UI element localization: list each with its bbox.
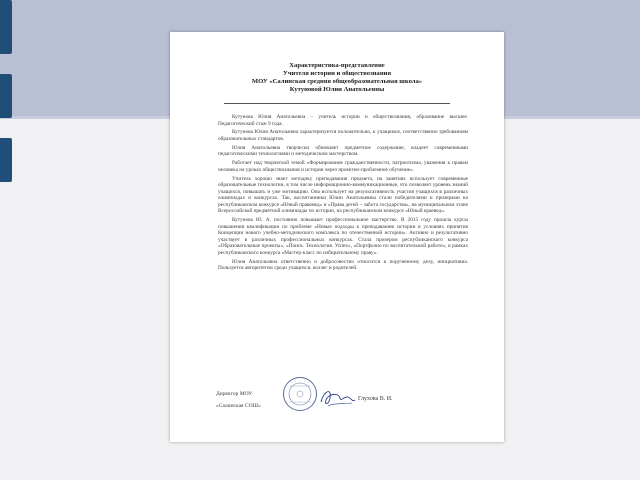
doc-title: Характеристика-представление xyxy=(289,62,385,69)
doc-school: МОУ «Салинская средняя общеобразовательная школа» xyxy=(251,78,423,85)
side-tab xyxy=(0,138,12,182)
document-body xyxy=(218,114,468,274)
document-sheet xyxy=(170,32,504,442)
paragraph: Юлия Анатольевна творчески обновляет предметное содержание, владеет современными педагогическими технологиями и методическим мастерством. xyxy=(218,144,468,158)
doc-subtitle: Учителя истории и обществознания xyxy=(282,70,392,77)
signer-position-line1: Директор МОУ xyxy=(216,391,253,397)
header-rule xyxy=(224,103,450,104)
document-header xyxy=(170,62,504,94)
paragraph: Кутунова Юлия Анатольевна – учитель истории и обществознания, образование высшее. Педагогический стаж 9 года. xyxy=(218,114,468,127)
official-seal-icon xyxy=(282,376,318,412)
handwritten-signature-icon xyxy=(318,384,358,412)
paragraph: Работает над творческой темой «Формирование гражданственности, патриотизма, уважения к правам человека на уроках обществознания и истории через проектно-проблемное обучение». xyxy=(218,160,468,173)
signer-position-line2: «Салинская СОШ» xyxy=(216,403,261,409)
paragraph: Кутунова Юлия Анатольевна характеризуется положительно, к учащимся, соответственно требованиям образовательных стандартов. xyxy=(218,129,468,142)
paragraph: Кутунова Ю. А. постоянно повышает профессиональное мастерство. В 2015 году прошла курсы повышения квалификации по проблеме «Новые подходы к преподаванию истории в условиях принятия Концепции нового учебно-методического комплекса по отечественной истории». Активно и результативно участвует в различных профессиональных конкурсах. Стала призером республиканского конкурса «Образовательные проекты», «Поиск. Технология. Успех», «Портфолио по воспитательной работе», в рамках республиканского конкурса «Мастер-класс по избирательному праву». xyxy=(218,217,468,256)
paragraph: Учитель хорошо знает методику преподавания предмета, на занятиях использует современные образовательные технологии, в том числе информационно-коммуникационные, что позволяет уровень знаний учащихся, повышать и уже мотивацию. Она использует на результативность участия учащихся в различных олимпиадах и конкурсах. Так, воспитанники Юлии Анатольевны стали победителями и призерами на республиканском конкурсе «Юный правовед» и «Права детей – забота государства», на муниципальном этапе Всероссийской предметной олимпиады по истории, на республиканском конкурсе «Юный краевед». xyxy=(218,175,468,215)
side-tab xyxy=(0,0,12,54)
side-tab xyxy=(0,74,12,118)
paragraph: Юлия Анатольевна ответственно и добросовестно относится к порученному делу, инициативна. Пользуется авторитетом среди учащихся, коллег и родителей. xyxy=(218,258,468,272)
doc-person: Кутуновой Юлии Анатольевны xyxy=(289,86,385,93)
signer-name: Глухова В. И. xyxy=(358,396,393,402)
